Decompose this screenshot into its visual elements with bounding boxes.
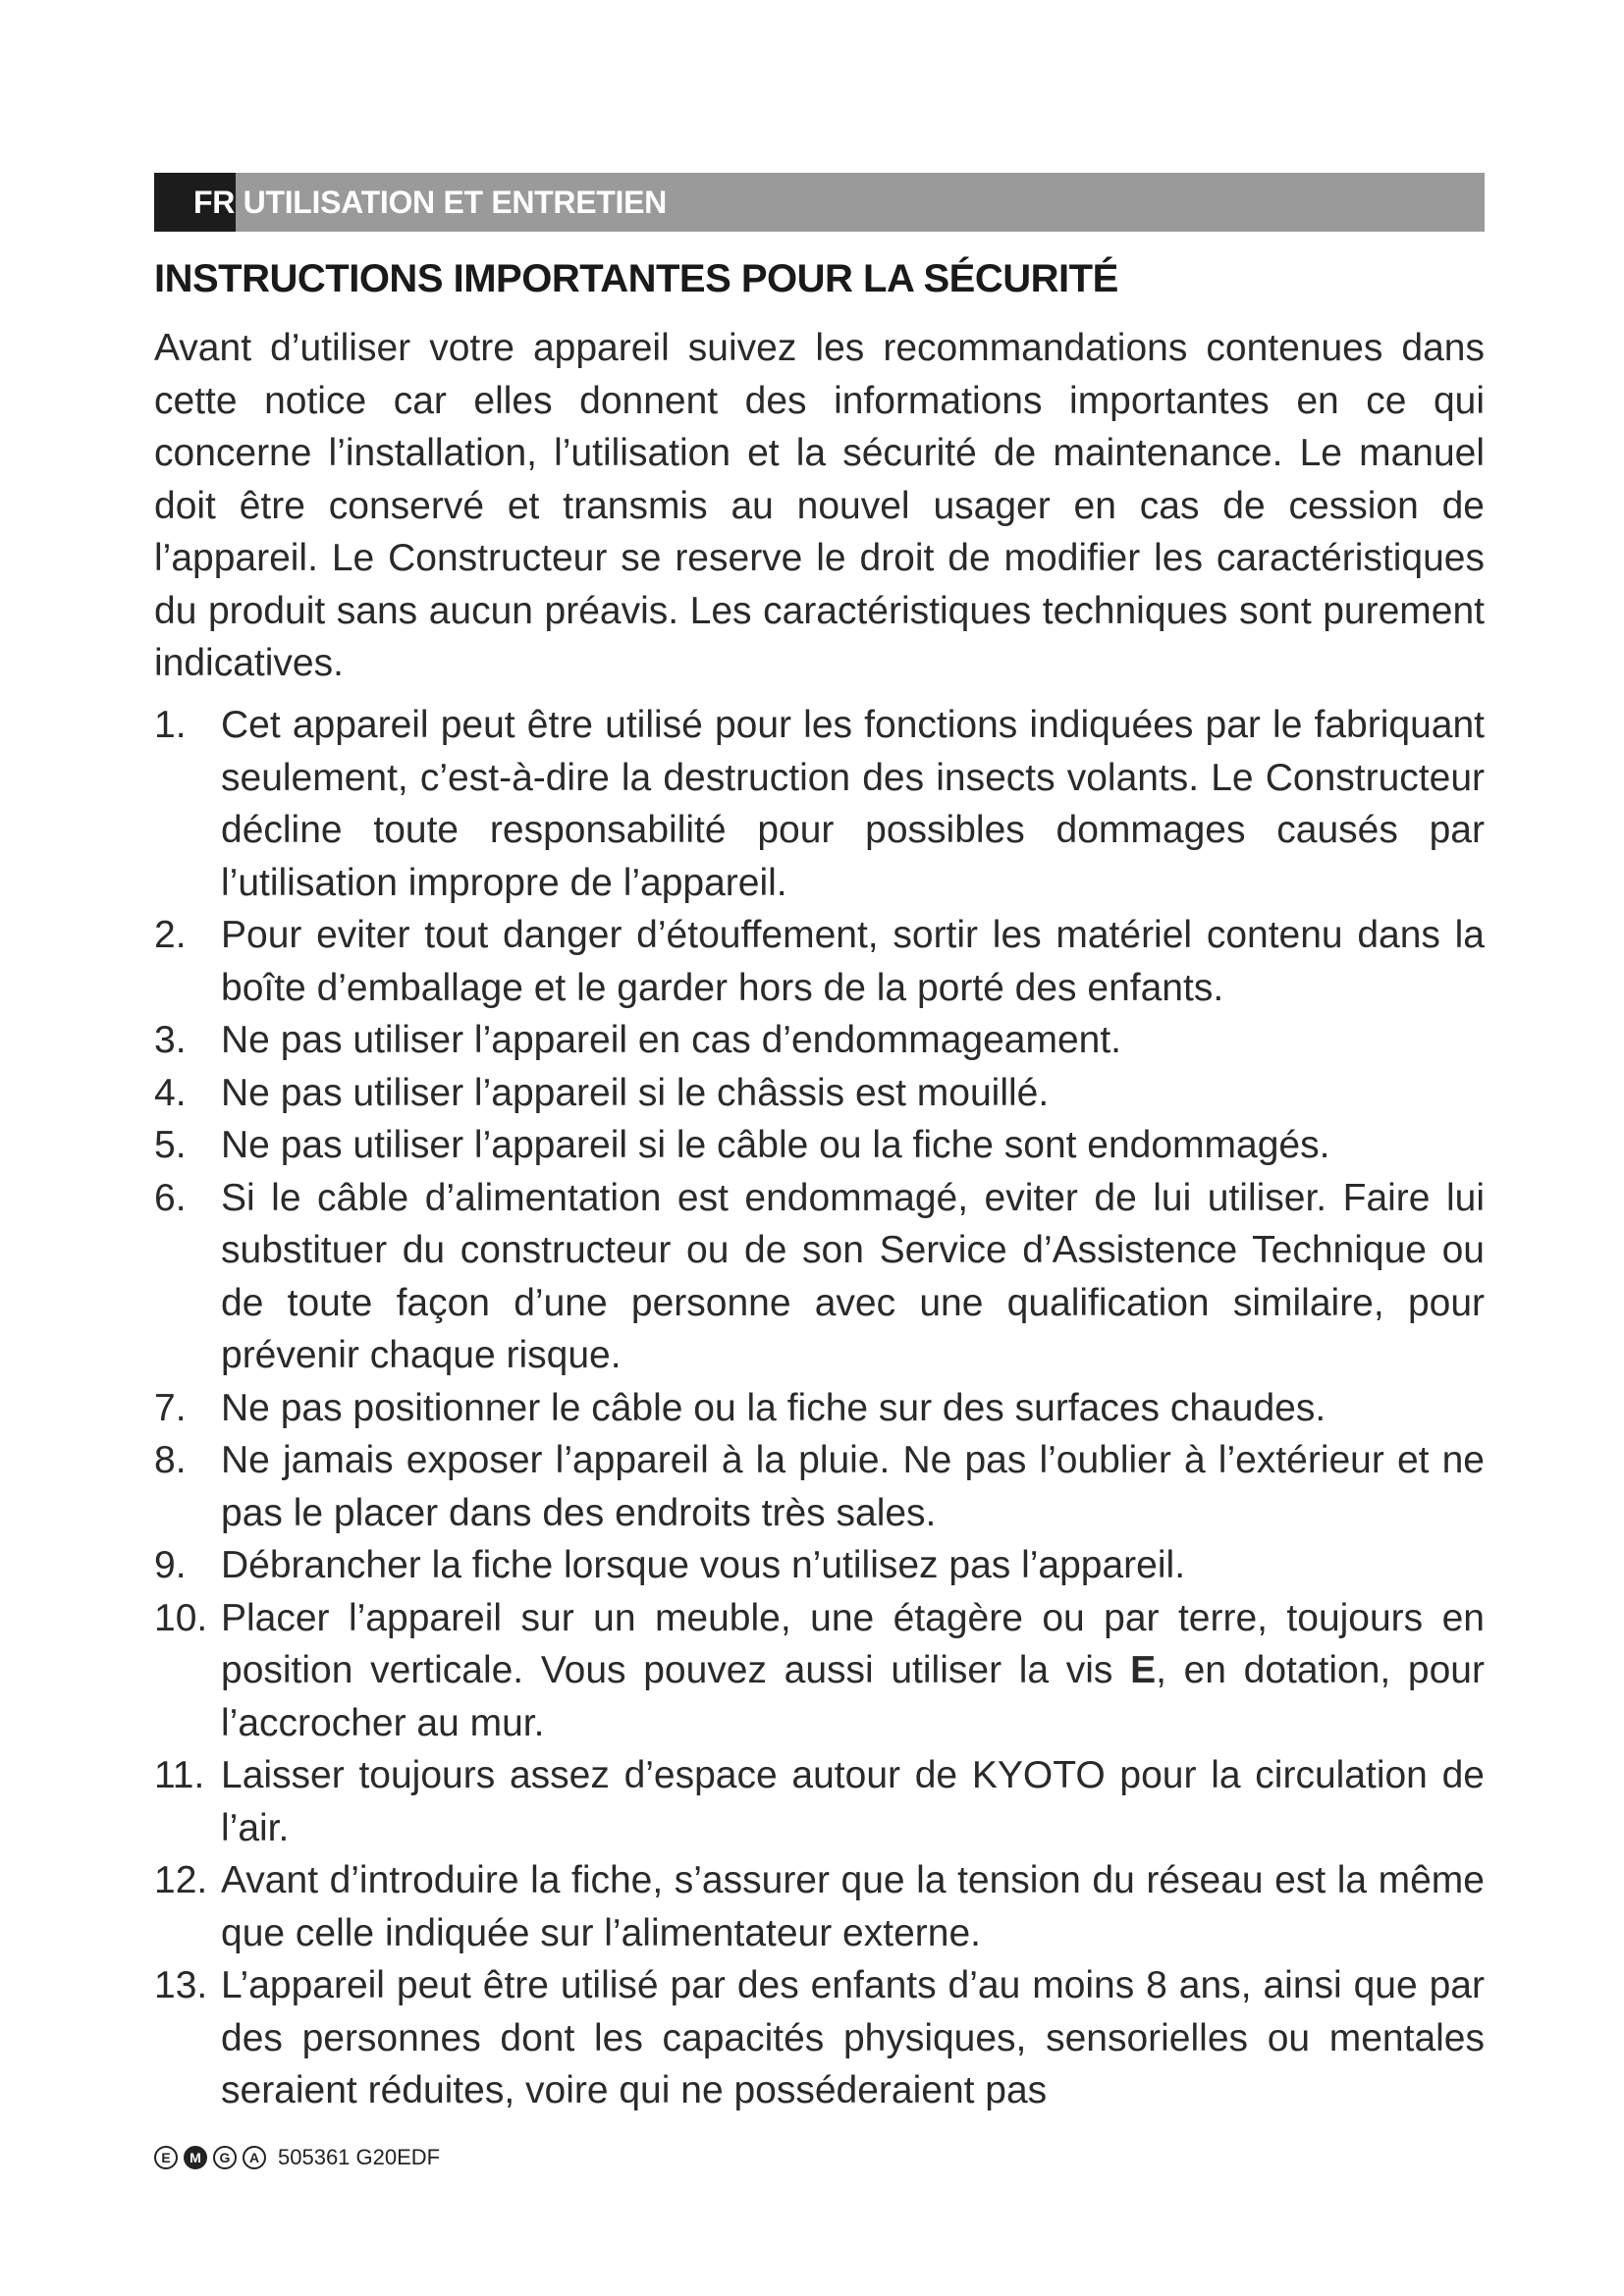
section-header-title: FR UTILISATION ET ENTRETIEN [193, 185, 667, 220]
intro-paragraph: Avant d’utiliser votre appareil suivez les recommandations contenues dans cette notice car elles donnent des informations importantes en ce qui concerne l’installation, l’utilisation et la sécurité de maintenance. Le manuel doit être conservé et transmis au nouvel usager en cas de cession de l’appareil. Le Constructeur se reserve le droit de modifier les caractéristiques du produit sans aucun préavis. Les caractéristiques techniques sont purement indicatives. [154, 327, 1485, 684]
emga-logo-letter: E [154, 2146, 178, 2169]
item-text: Débrancher la fiche lorsque vous n’utilisez pas l’appareil. [221, 1544, 1186, 1586]
item-number: 5. [154, 1124, 187, 1166]
list-item [154, 1067, 1485, 1120]
list-item [154, 1014, 1485, 1067]
item-text: Cet appareil peut être utilisé pour les fonctions indiquées par le fabriquant seulement, c’est-à-dire la destruction des insects volants. Le Constructeur décline toute responsabilité pour possibles dommages causés par l’utilisation impropre de l’appareil. [221, 704, 1485, 904]
item-text: Laisser toujours assez d’espace autour de KYOTO pour la circulation de l’air. [221, 1754, 1485, 1849]
item-number: 4. [154, 1071, 187, 1114]
item-number: 2. [154, 914, 187, 956]
item-text: Ne jamais exposer l’appareil à la pluie. Ne pas l’oublier à l’extérieur et ne pas le placer dans des endroits très sales. [221, 1439, 1485, 1534]
list-item [154, 1382, 1485, 1435]
item-text-after: , en dotation, pour l’accrocher au mur. [221, 1649, 1485, 1744]
item-number: 7. [154, 1386, 187, 1429]
emga-logo-letter: G [213, 2146, 237, 2169]
item-text: Pour eviter tout danger d’étouffement, sortir les matériel contenu dans la boîte d’emballage et le garder hors de la porté des enfants. [221, 914, 1485, 1009]
list-item [154, 1959, 1485, 2117]
item-text: Ne pas utiliser l’appareil si le câble ou la fiche sont endommagés. [221, 1124, 1330, 1166]
list-item [154, 1119, 1485, 1172]
item-text: Ne pas utiliser l’appareil en cas d’endommageament. [221, 1019, 1121, 1061]
item-number: 12. [154, 1859, 208, 1901]
item-text: L’appareil peut être utilisé par des enfants d’au moins 8 ans, ainsi que par des personnes dont les capacités physiques, sensorielles ou mentales seraient réduites, voire qui ne posséderaient pas [221, 1964, 1485, 2111]
item-number: 3. [154, 1019, 187, 1061]
item-number: 13. [154, 1964, 208, 2006]
item-text: Si le câble d’alimentation est endommagé, eviter de lui utiliser. Faire lui substituer du constructeur ou de son Service d’Assistence Technique ou de toute façon d’une personne avec une qualification similaire, pour prévenir chaque risque. [221, 1176, 1485, 1376]
item-text: Ne pas utiliser l’appareil si le châssis est mouillé. [221, 1071, 1050, 1114]
list-item [154, 699, 1485, 909]
page-footer [154, 2143, 440, 2172]
product-code: 505361 G20EDF [278, 2145, 441, 2169]
screw-reference-label: E [1130, 1649, 1157, 1691]
item-text: Avant d’introduire la fiche, s’assurer que la tension du réseau est la même que celle indiquée sur l’alimentateur externe. [221, 1859, 1485, 1954]
list-item [154, 1434, 1485, 1539]
item-number: 6. [154, 1176, 187, 1219]
item-text: Ne pas positionner le câble ou la fiche sur des surfaces chaudes. [221, 1386, 1326, 1429]
emga-logo-letter: A [243, 2146, 266, 2169]
list-item [154, 1854, 1485, 1959]
item-number: 11. [154, 1754, 205, 1796]
safety-instructions-list [154, 699, 1485, 2117]
list-item [154, 1172, 1485, 1382]
item-number: 1. [154, 704, 187, 746]
list-item [154, 1592, 1485, 1750]
page-heading: INSTRUCTIONS IMPORTANTES POUR LA SÉCURITÉ [154, 257, 1118, 300]
list-item [154, 909, 1485, 1014]
emga-logo-letter: M [184, 2146, 207, 2169]
item-number: 10. [154, 1596, 208, 1639]
list-item [154, 1749, 1485, 1854]
item-text-before: Placer l’appareil sur un meuble, une étagère ou par terre, toujours en position verticale. Vous pouvez aussi utiliser la vis [221, 1596, 1485, 1691]
list-item [154, 1539, 1485, 1592]
section-header-bar [154, 173, 1485, 232]
item-number: 9. [154, 1544, 187, 1586]
item-number: 8. [154, 1439, 187, 1481]
